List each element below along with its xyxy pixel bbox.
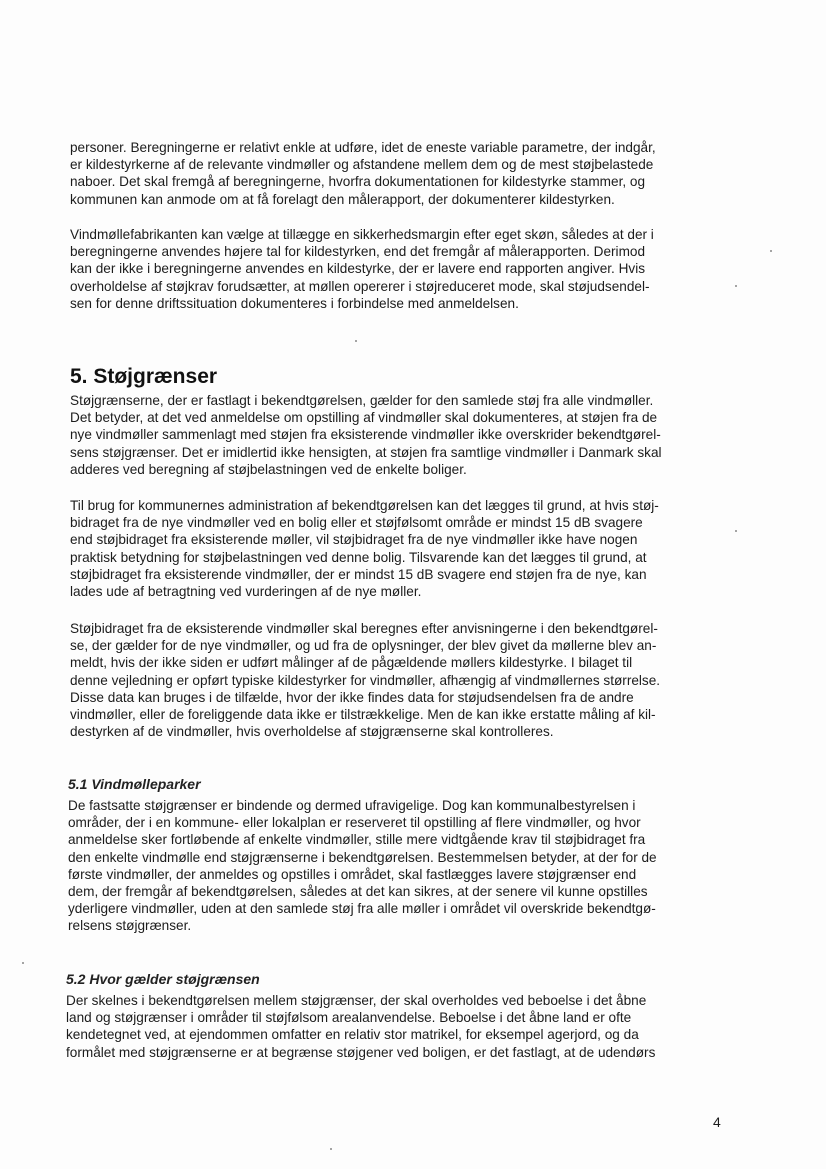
text-line: kommunen kan anmode om at få forelagt den målerapport, der dokumenterer kildestyrken. [70, 191, 615, 207]
text-line: sens støjgrænser. Det er imidlertid ikke hensigten, at støjen fra samtlige vindmøller i Danmark skal [70, 444, 662, 460]
section-heading: 5. Støjgrænser [70, 365, 218, 388]
text-line: personer. Beregningerne er relativt enkle at udføre, idet de eneste variable parametre, der indgår, [70, 140, 656, 155]
text-line: se, der gælder for de nye vindmøller, og ud fra de oplysninger, der blev givet da møllerne blev an- [70, 638, 657, 654]
text-line: overholdelse af støjkrav forudsætter, at møllen opererer i støjreduceret mode, skal støjudsendel- [70, 278, 650, 294]
text-line: bidraget fra de nye vindmøller ved en bolig eller et støjfølsomt område er mindst 15 dB svagere [70, 515, 643, 531]
text-line: er kildestyrkerne af de relevante vindmøller og afstandene mellem dem og de mest støjbelastede [70, 157, 654, 173]
text-line: praktisk betydning for støjbelastningen ved denne bolig. Tilsvarende kan det lægges til grund, at [70, 549, 647, 565]
text-line: nye vindmøller sammenlagt med støjen fra eksisterende vindmøller ikke overskrider bekendtgørel- [70, 427, 661, 443]
text-line: områder, der i en kommune- eller lokalplan er reserveret til opstilling af flere vindmøller, og hvor [68, 815, 641, 831]
paragraph [70, 139, 656, 208]
text-line: beregningerne anvendes højere tal for kildestyrken, end det fremgår af målerapporten. Derimod [70, 244, 646, 260]
text-line: lades ude af betragtning ved vurderingen af de nye møller. [70, 584, 422, 600]
text-line: Til brug for kommunernes administration af bekendtgørelsen kan det lægges til grund, at hvis støj- [70, 498, 659, 513]
text-line: end støjbidraget fra eksisterende møller, vil støjbidraget fra de nye vindmøller ikke have nogen [70, 532, 638, 548]
text-line: Det betyder, at det ved anmeldelse om opstilling af vindmøller skal dokumenteres, at støjen fra de [70, 410, 658, 426]
text-line: vindmøller, eller de foreliggende data ikke er tilstrækkelige. Men de kan ikke erstatte måling af kil- [70, 707, 656, 723]
scan-speck [735, 530, 737, 532]
paragraph [66, 992, 655, 1061]
text-line: land og støjgrænser i områder til støjfølsom arealanvendelse. Beboelse i det åbne land er ofte [66, 1010, 632, 1026]
page-number: 4 [713, 1114, 721, 1130]
scan-speck [355, 340, 357, 342]
scan-speck [735, 285, 737, 287]
scan-speck [330, 1148, 332, 1150]
text-line: Der skelnes i bekendtgørelsen mellem støjgrænser, der skal overholdes ved beboelse i det åbne [66, 993, 647, 1008]
text-line: yderligere vindmøller, uden at den samlede støj fra alle møller i området vil overskride bekendtgø- [68, 901, 656, 917]
text-line: støjbidraget fra eksisterende vindmøller, der er mindst 15 dB svagere end støjen fra de nye, kan [70, 566, 647, 582]
text-line: kendetegnet ved, at ejendommen omfatter en relativ stor matrikel, for eksempel agerjord, og da [66, 1027, 639, 1043]
text-line: relsens støjgrænser. [68, 918, 192, 934]
text-line: denne vejledning er opført typiske kildestyrker for vindmøller, afhængig af vindmøllernes størrelse. [70, 672, 661, 688]
subsection-heading: 5.2 Hvor gælder støjgrænsen [66, 971, 260, 987]
text-line: adderes ved beregning af støjbelastningen ved de enkelte boliger. [70, 461, 467, 477]
paragraph [70, 392, 662, 478]
text-line: Vindmøllefabrikanten kan vælge at tillægge en sikkerhedsmargin efter eget skøn, således at der i [70, 227, 654, 242]
paragraph [70, 620, 660, 740]
text-line: Støjgrænserne, der er fastlagt i bekendtgørelsen, gælder for den samlede støj fra alle vindmøller. [70, 393, 654, 408]
text-line: anmeldelse sker fortløbende af enkelte vindmøller, stille mere vidtgående krav til støjbidraget fra [68, 832, 646, 848]
text-line: meldt, hvis der ikke siden er udført målinger af de pågældende møllers kildestyrke. I bilaget til [70, 655, 633, 671]
text-line: Støjbidraget fra de eksisterende vindmøller skal beregnes efter anvisningerne i den bekendtgørel- [70, 621, 658, 636]
text-line: kan der ikke i beregningerne anvendes en kildestyrke, der er lavere end rapporten angiver. Hvis [70, 261, 646, 277]
text-line: destyrken af de vindmøller, hvis overholdelse af støjgrænserne skal kontrolleres. [70, 724, 554, 740]
subsection-heading: 5.1 Vindmølleparker [68, 776, 201, 792]
scan-speck [770, 250, 772, 252]
text-line: sen for denne driftssituation dokumenteres i forbindelse med anmeldelsen. [70, 295, 519, 311]
text-line: De fastsatte støjgrænser er bindende og dermed ufravigelige. Dog kan kommunalbestyrelsen i [68, 798, 636, 813]
text-line: formålet med støjgrænserne er at begrænse støjgener ved boligen, er det fastlagt, at de udendørs [66, 1044, 656, 1060]
paragraph [70, 226, 654, 312]
paragraph [68, 797, 657, 935]
text-line: dem, der fremgår af bekendtgørelsen, således at det kan sikres, at der senere vil kunne opstilles [68, 884, 648, 900]
text-line: Disse data kan bruges i de tilfælde, hvor der ikke findes data for støjudsendelsen fra de andre [70, 689, 634, 705]
text-line: naboer. Det skal fremgå af beregningerne, hvorfra dokumentationen for kildestyrke stammer, og [70, 174, 646, 190]
text-line: første vindmøller, der anmeldes og opstilles i området, skal fastlægges lavere støjgrænser end [68, 866, 637, 882]
paragraph [70, 497, 659, 600]
text-line: den enkelte vindmølle end støjgrænserne i bekendtgørelsen. Bestemmelsen betyder, at der for de [68, 849, 657, 865]
scan-speck [22, 962, 24, 964]
